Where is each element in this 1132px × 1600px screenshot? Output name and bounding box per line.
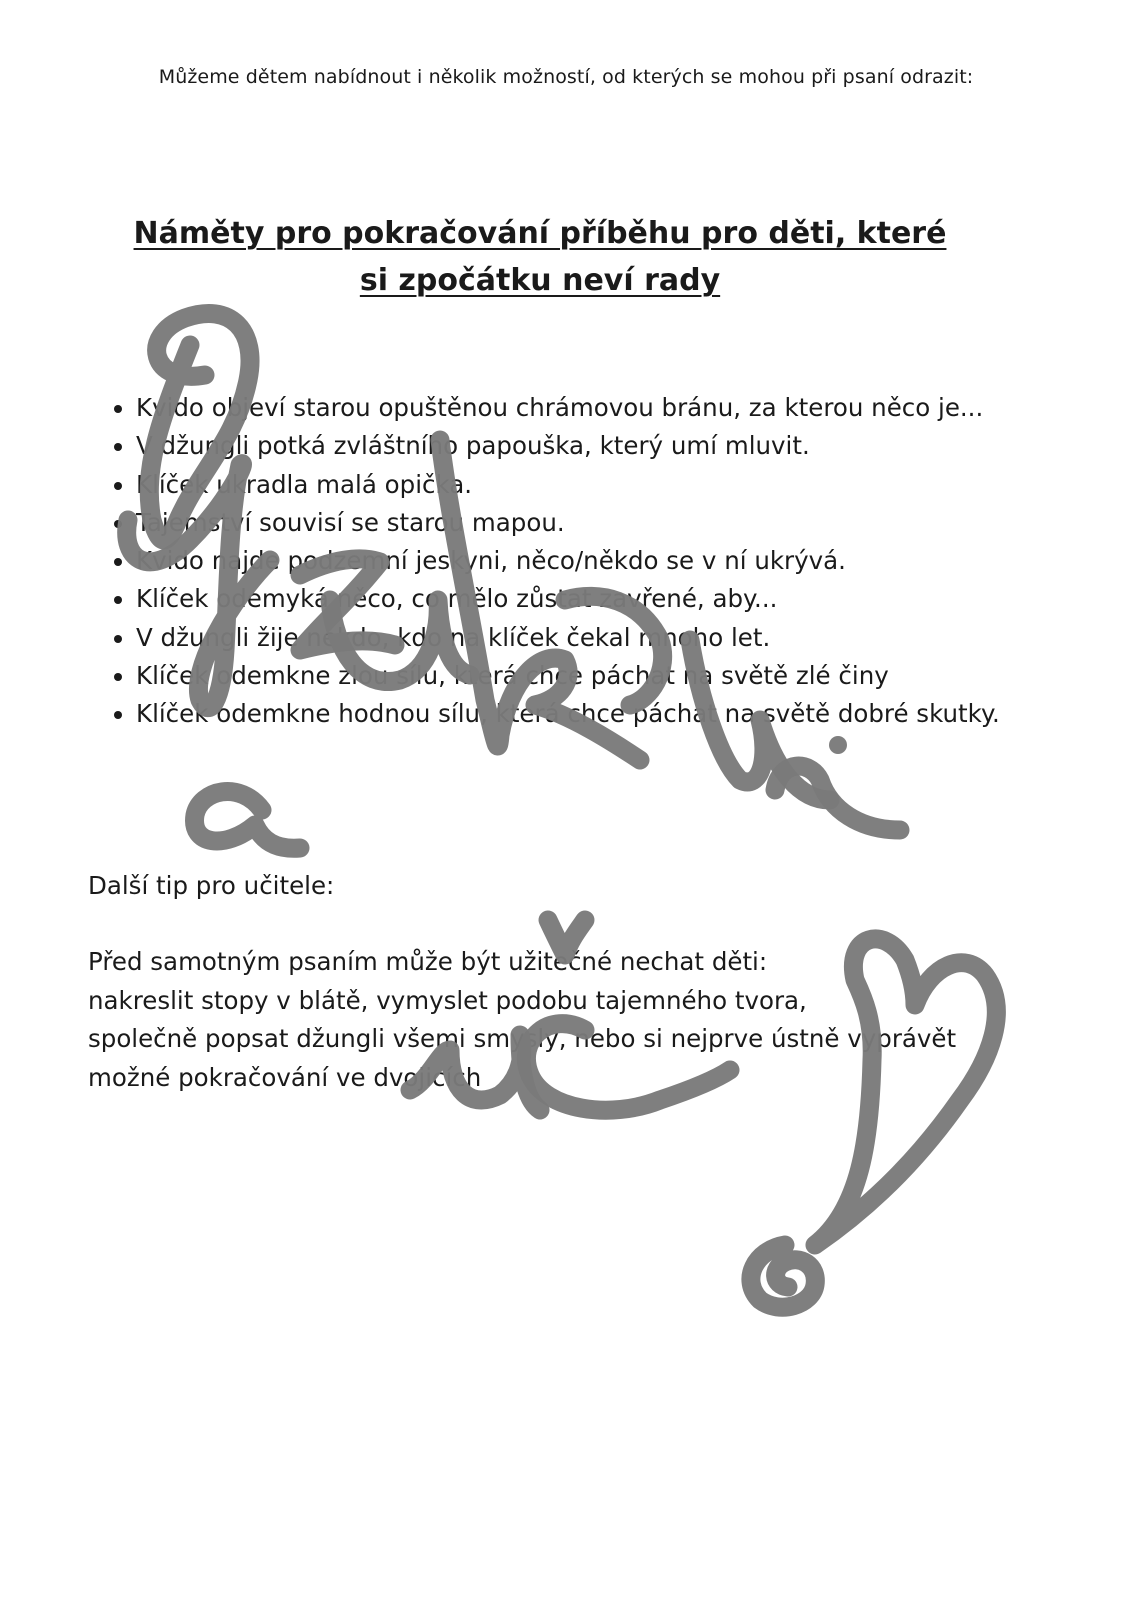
handwriting-letter-e [775, 766, 900, 830]
list-item: • Klíček odemyká něco, co mělo zůstat zavřené, aby... [136, 580, 1132, 618]
list-item: • Kvido najde podzemní jeskyni, něco/někdo se v ní ukrývá. [136, 542, 1132, 580]
tip-heading: Další tip pro učitele: [88, 871, 335, 900]
tip-line: nakreslit stopy v blátě, vymyslet podobu tajemného tvora, [88, 985, 807, 1015]
page-title [60, 210, 1020, 304]
title-line-2: si zpočátku neví rady [359, 263, 721, 298]
story-ideas-list [88, 389, 1132, 734]
list-item: • V džungli potká zvláštního papouška, který umí mluvit. [136, 427, 1132, 465]
spiral-doodle [751, 1245, 815, 1307]
tip-line: společně popsat džungli všemi smysly, nebo si nejprve ústně vyprávět [88, 1024, 957, 1053]
title-line-1: Náměty pro pokračování příběhu pro děti, které [133, 216, 947, 251]
tip-paragraph [88, 943, 1088, 1097]
list-item: • V džungli žije někdo, kdo na klíček čekal mnoho let. [136, 619, 1132, 657]
handwriting-dot [829, 736, 847, 754]
tip-line: možné pokračování ve dvojicích [88, 1062, 482, 1092]
handwriting-letter-a [195, 791, 300, 848]
tip-line: Před samotným psaním může být užitečné nechat děti: [88, 947, 768, 976]
list-item: • Tajemství souvisí se starou mapou. [136, 504, 1132, 542]
list-item: • Klíček odemkne hodnou sílu, která chce páchat na světě dobré skutky. [136, 695, 1132, 733]
list-item: • Kvido objeví starou opuštěnou chrámovou bránu, za kterou něco je... [136, 389, 1132, 427]
list-item: • Klíček ukradla malá opička. [136, 466, 1132, 504]
intro-text: Můžeme dětem nabídnout i několik možností, od kterých se mohou při psaní odrazit: [158, 66, 974, 88]
list-item: • Klíček odemkne zlou sílu, která chce páchat na světě zlé činy [136, 657, 1132, 695]
